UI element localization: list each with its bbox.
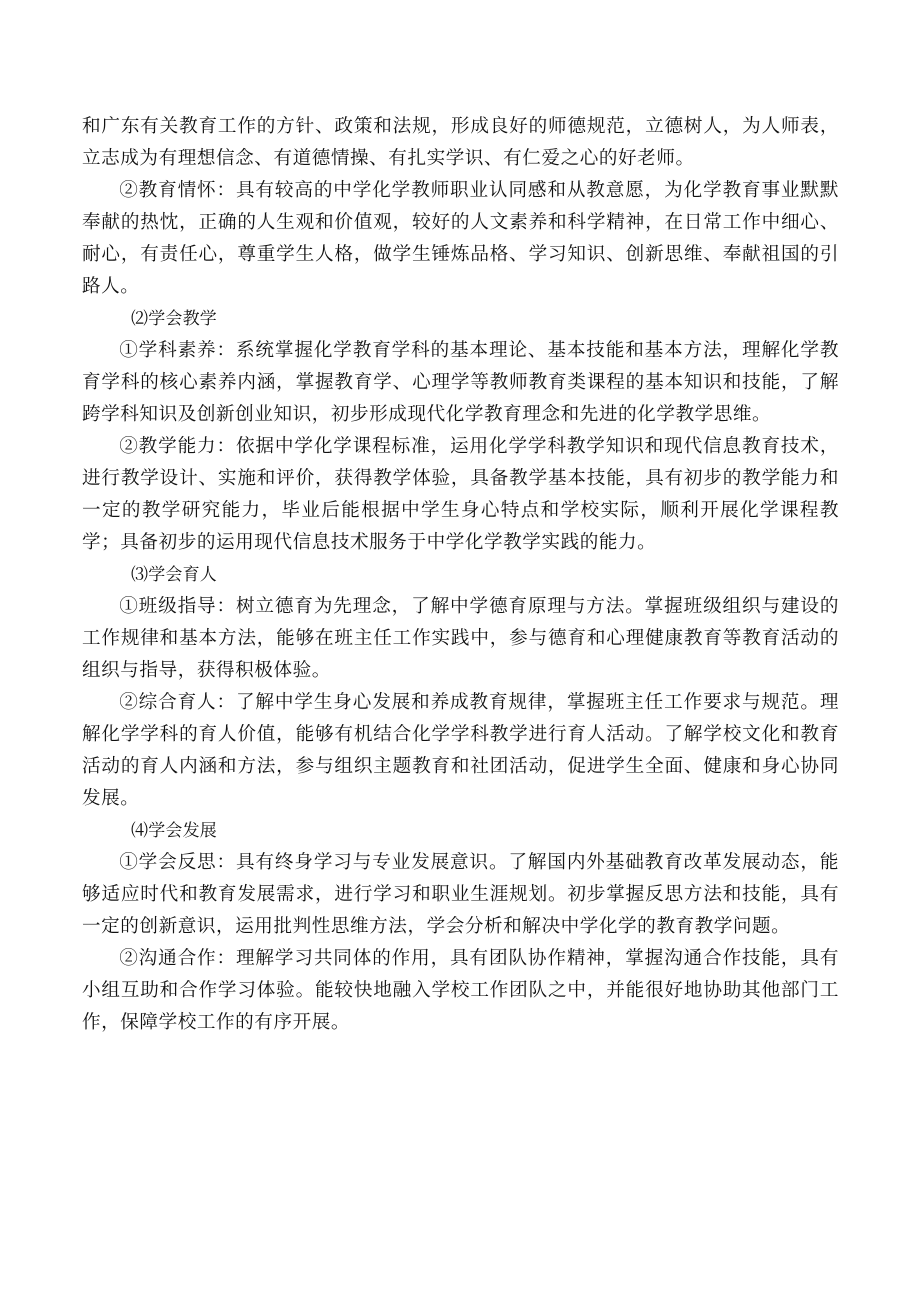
document-body bbox=[82, 111, 839, 1039]
paragraph-subject-literacy: ①学科素养：系统掌握化学教育学科的基本理论、基本技能和基本方法，理解化学教育学科的核心素养内涵，掌握教育学、心理学等教师教育类课程的基本知识和技能，了解跨学科知识及创新创业知识，初步形成现代化学教育理念和先进的化学教学思维。 bbox=[82, 340, 839, 425]
paragraph-class-guidance: ①班级指导：树立德育为先理念，了解中学德育原理与方法。掌握班级组织与建设的工作规律和基本方法，能够在班主任工作实践中，参与德育和心理健康教育等教育活动的组织与指导，获得积极体验。 bbox=[82, 596, 839, 681]
heading-learn-teaching: ⑵学会教学 bbox=[131, 309, 217, 329]
heading-learn-educating: ⑶学会育人 bbox=[131, 565, 217, 585]
heading-learn-development: ⑷学会发展 bbox=[131, 821, 217, 841]
paragraph-teaching-ability: ②教学能力：依据中学化学课程标准，运用化学学科教学知识和现代信息教育技术，进行教学设计、实施和评价，获得教学体验，具备教学基本技能，具有初步的教学能力和一定的教学研究能力，毕业后能根据中学生身心特点和学校实际，顺利开展化学课程教学；具备初步的运用现代信息技术服务于中学化学教学实践的能力。 bbox=[82, 436, 839, 553]
paragraph-communication-cooperation: ②沟通合作：理解学习共同体的作用，具有团队协作精神，掌握沟通合作技能，具有小组互助和合作学习体验。能较快地融入学校工作团队之中，并能很好地协助其他部门工作，保障学校工作的有序开展。 bbox=[82, 948, 839, 1033]
paragraph-education-sentiment: ②教育情怀：具有较高的中学化学教师职业认同感和从教意愿，为化学教育事业默默奉献的热忱，正确的人生观和价值观，较好的人文素养和科学精神，在日常工作中细心、耐心，有责任心，尊重学生人格，做学生锤炼品格、学习知识、创新思维、奉献祖国的引路人。 bbox=[82, 180, 839, 297]
paragraph-comprehensive-education: ②综合育人：了解中学生身心发展和养成教育规律，掌握班主任工作要求与规范。理解化学学科的育人价值，能够有机结合化学学科教学进行育人活动。了解学校文化和教育活动的育人内涵和方法，参与组织主题教育和社团活动，促进学生全面、健康和身心协同发展。 bbox=[82, 692, 839, 809]
paragraph-reflection: ①学会反思：具有终身学习与专业发展意识。了解国内外基础教育改革发展动态，能够适应时代和教育发展需求，进行学习和职业生涯规划。初步掌握反思方法和技能，具有一定的创新意识，运用批判性思维方法，学会分析和解决中学化学的教育教学问题。 bbox=[82, 852, 839, 937]
paragraph-ethics-continuation: 和广东有关教育工作的方针、政策和法规，形成良好的师德规范，立德树人，为人师表，立志成为有理想信念、有道德情操、有扎实学识、有仁爱之心的好老师。 bbox=[82, 116, 839, 169]
